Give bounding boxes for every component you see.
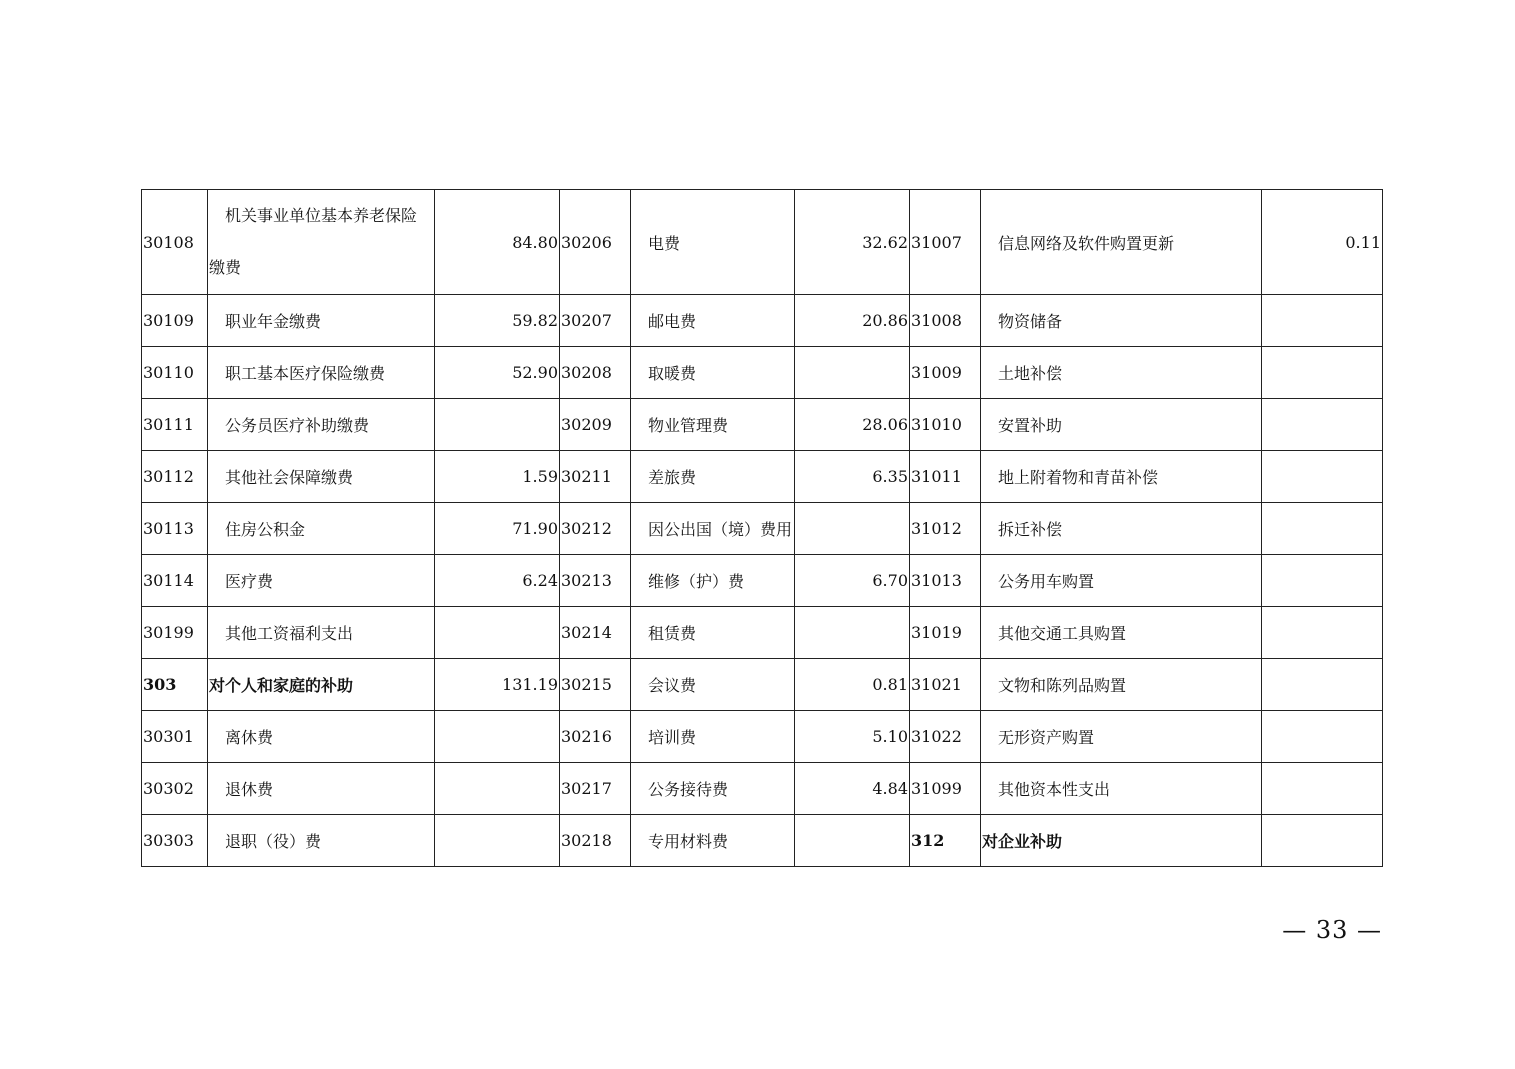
code-cell: 30302 xyxy=(142,763,208,815)
code-cell: 30208 xyxy=(560,347,631,399)
item-name-cell: 物业管理费 xyxy=(631,399,795,451)
table-row xyxy=(142,555,1383,607)
item-name-cell: 取暖费 xyxy=(631,347,795,399)
code-cell: 30215 xyxy=(560,659,631,711)
code-cell: 30212 xyxy=(560,503,631,555)
amount-cell: 131.19 xyxy=(435,659,560,711)
amount-cell xyxy=(1262,295,1383,347)
amount-cell: 5.10 xyxy=(795,711,910,763)
item-name-cell: 职工基本医疗保险缴费 xyxy=(208,347,435,399)
amount-cell xyxy=(795,503,910,555)
item-name-cell: 医疗费 xyxy=(208,555,435,607)
code-cell: 30110 xyxy=(142,347,208,399)
table-row xyxy=(142,451,1383,503)
item-name-cell: 租赁费 xyxy=(631,607,795,659)
amount-cell xyxy=(1262,399,1383,451)
code-cell: 31009 xyxy=(910,347,981,399)
table-row xyxy=(142,190,1383,295)
code-cell: 30209 xyxy=(560,399,631,451)
amount-cell xyxy=(1262,347,1383,399)
code-cell: 30217 xyxy=(560,763,631,815)
code-cell: 30206 xyxy=(560,190,631,295)
table-row xyxy=(142,763,1383,815)
table-row xyxy=(142,295,1383,347)
item-name-line2: 缴费 xyxy=(209,258,242,277)
item-name-cell: 物资储备 xyxy=(981,295,1262,347)
amount-cell: 0.11 xyxy=(1262,190,1383,295)
code-cell: 31011 xyxy=(910,451,981,503)
item-name-cell: 差旅费 xyxy=(631,451,795,503)
amount-cell xyxy=(1262,763,1383,815)
item-name-cell: 离休费 xyxy=(208,711,435,763)
code-cell: 30214 xyxy=(560,607,631,659)
amount-cell: 6.24 xyxy=(435,555,560,607)
category-name-cell: 对个人和家庭的补助 xyxy=(208,659,435,711)
table-row xyxy=(142,503,1383,555)
amount-cell xyxy=(435,607,560,659)
page-number: — 33 — xyxy=(1282,916,1382,944)
code-cell: 31021 xyxy=(910,659,981,711)
amount-cell: 28.06 xyxy=(795,399,910,451)
item-name-cell: 因公出国（境）费用 xyxy=(631,503,795,555)
code-cell: 30211 xyxy=(560,451,631,503)
table-row xyxy=(142,659,1383,711)
code-cell: 30113 xyxy=(142,503,208,555)
amount-cell: 84.80 xyxy=(435,190,560,295)
code-cell: 30108 xyxy=(142,190,208,295)
category-code-cell: 312 xyxy=(910,815,981,867)
item-name-cell: 公务用车购置 xyxy=(981,555,1262,607)
item-name-cell: 无形资产购置 xyxy=(981,711,1262,763)
table-row xyxy=(142,607,1383,659)
table-row xyxy=(142,711,1383,763)
code-cell: 31012 xyxy=(910,503,981,555)
code-cell: 31007 xyxy=(910,190,981,295)
amount-cell xyxy=(435,711,560,763)
amount-cell: 32.62 xyxy=(795,190,910,295)
item-name-cell: 文物和陈列品购置 xyxy=(981,659,1262,711)
item-name-cell: 土地补偿 xyxy=(981,347,1262,399)
amount-cell: 6.70 xyxy=(795,555,910,607)
amount-cell: 0.81 xyxy=(795,659,910,711)
amount-cell xyxy=(795,347,910,399)
code-cell: 31022 xyxy=(910,711,981,763)
code-cell: 31013 xyxy=(910,555,981,607)
amount-cell xyxy=(795,815,910,867)
item-name-cell: 住房公积金 xyxy=(208,503,435,555)
amount-cell xyxy=(795,607,910,659)
amount-cell: 59.82 xyxy=(435,295,560,347)
amount-cell xyxy=(1262,555,1383,607)
item-name-cell: 电费 xyxy=(631,190,795,295)
item-name-cell: 退职（役）费 xyxy=(208,815,435,867)
item-name-cell: 公务员医疗补助缴费 xyxy=(208,399,435,451)
amount-cell: 20.86 xyxy=(795,295,910,347)
item-name-cell: 维修（护）费 xyxy=(631,555,795,607)
amount-cell: 6.35 xyxy=(795,451,910,503)
code-cell: 30109 xyxy=(142,295,208,347)
code-cell: 30216 xyxy=(560,711,631,763)
category-code-cell: 303 xyxy=(142,659,208,711)
item-name-cell: 其他资本性支出 xyxy=(981,763,1262,815)
code-cell: 30199 xyxy=(142,607,208,659)
code-cell: 30303 xyxy=(142,815,208,867)
item-name-cell: 邮电费 xyxy=(631,295,795,347)
item-name-cell: 地上附着物和青苗补偿 xyxy=(981,451,1262,503)
item-name-cell: 培训费 xyxy=(631,711,795,763)
item-name-cell: 专用材料费 xyxy=(631,815,795,867)
amount-cell xyxy=(1262,607,1383,659)
code-cell: 30207 xyxy=(560,295,631,347)
item-name-cell: 信息网络及软件购置更新 xyxy=(981,190,1262,295)
item-name-line1: 机关事业单位基本养老保险 xyxy=(225,206,418,225)
code-cell: 31008 xyxy=(910,295,981,347)
code-cell: 30114 xyxy=(142,555,208,607)
table-row xyxy=(142,815,1383,867)
item-name-cell: 其他工资福利支出 xyxy=(208,607,435,659)
item-name-cell: 会议费 xyxy=(631,659,795,711)
amount-cell xyxy=(435,815,560,867)
code-cell: 30218 xyxy=(560,815,631,867)
category-name-cell: 对企业补助 xyxy=(981,815,1262,867)
amount-cell xyxy=(1262,503,1383,555)
item-name-cell: 其他社会保障缴费 xyxy=(208,451,435,503)
item-name-cell: 公务接待费 xyxy=(631,763,795,815)
amount-cell xyxy=(435,399,560,451)
code-cell: 30301 xyxy=(142,711,208,763)
amount-cell: 4.84 xyxy=(795,763,910,815)
code-cell: 31010 xyxy=(910,399,981,451)
amount-cell: 71.90 xyxy=(435,503,560,555)
table-row xyxy=(142,347,1383,399)
amount-cell xyxy=(1262,711,1383,763)
amount-cell xyxy=(435,763,560,815)
item-name-cell: 安置补助 xyxy=(981,399,1262,451)
code-cell: 30112 xyxy=(142,451,208,503)
code-cell: 31019 xyxy=(910,607,981,659)
table-row xyxy=(142,399,1383,451)
code-cell: 31099 xyxy=(910,763,981,815)
code-cell: 30213 xyxy=(560,555,631,607)
code-cell: 30111 xyxy=(142,399,208,451)
amount-cell: 52.90 xyxy=(435,347,560,399)
amount-cell: 1.59 xyxy=(435,451,560,503)
amount-cell xyxy=(1262,659,1383,711)
item-name-cell: 其他交通工具购置 xyxy=(981,607,1262,659)
amount-cell xyxy=(1262,815,1383,867)
item-name-cell: 职业年金缴费 xyxy=(208,295,435,347)
budget-expenditure-table xyxy=(141,189,1383,867)
item-name-cell: 拆迁补偿 xyxy=(981,503,1262,555)
amount-cell xyxy=(1262,451,1383,503)
item-name-cell xyxy=(208,190,435,295)
item-name-cell: 退休费 xyxy=(208,763,435,815)
